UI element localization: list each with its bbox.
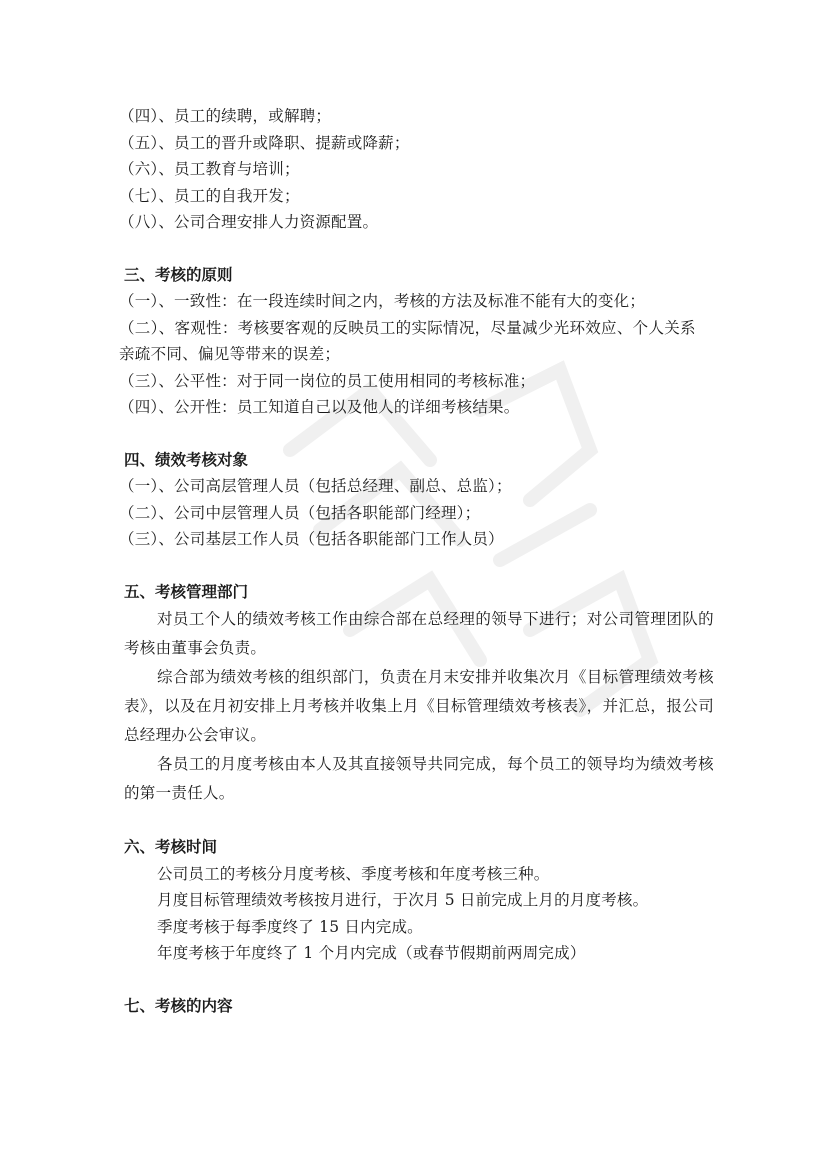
paragraph: 综合部为绩效考核的组织部门，负责在月末安排并收集次月《目标管理绩效考核表》，以及在月初安排上月考核并收集上月《目标管理绩效考核表》，并汇总，报公司总经理办公会审议。	[124, 668, 714, 744]
section-timing	[124, 834, 714, 967]
list-item: （一）、公司高层管理人员（包括总经理、副总、总监）；	[119, 477, 512, 495]
section-heading: 四、绩效考核对象	[124, 450, 249, 469]
paragraph: 各员工的月度考核由本人及其直接领导共同完成，每个员工的领导均为绩效考核的第一责任人。	[124, 755, 714, 802]
list-item: （一）、一致性：在一段连续时间之内，考核的方法及标准不能有大的变化；	[119, 292, 646, 310]
section-gap	[124, 236, 714, 262]
section-gap	[124, 808, 714, 834]
section-department	[124, 579, 714, 809]
section-targets	[119, 447, 714, 553]
section-heading: 五、考核管理部门	[124, 582, 249, 601]
paragraph-line: 月度目标管理绩效考核按月进行，于次月 5 日前完成上月的月度考核。	[157, 891, 649, 909]
section-heading: 六、考核时间	[124, 838, 218, 856]
section-heading: 三、考核的原则	[124, 265, 233, 284]
section-gap	[124, 553, 714, 579]
list-item: （四）、公开性：员工知道自己以及他人的详细考核结果。	[119, 398, 520, 416]
paragraph-line: 公司员工的考核分月度考核、季度考核和年度考核三种。	[157, 864, 550, 883]
list-item: （三）、公司基层工作人员（包括各职能部门工作人员）	[119, 530, 504, 548]
paragraph-line: 季度考核于每季度终了 15 日内完成。	[157, 917, 423, 936]
section-heading: 七、考核的内容	[124, 996, 233, 1015]
list-item: （四）、员工的续聘，或解聘；	[119, 107, 332, 125]
list-item: （三）、公平性：对于同一岗位的员工使用相同的考核标准；	[119, 371, 536, 390]
section-gap	[124, 967, 714, 993]
list-item: （七）、员工的自我开发；	[119, 186, 300, 205]
list-item: （二）、客观性：考核要客观的反映员工的实际情况，尽量减少光环效应、个人关系亲疏不同、偏见等带来的误差；	[119, 318, 696, 363]
list-item: （五）、员工的晋升或降职、提薪或降薪；	[119, 133, 410, 152]
list-tail	[119, 103, 714, 236]
paragraph: 对员工个人的绩效考核工作由综合部在总经理的领导下进行；对公司管理团队的考核由董事会负责。	[124, 610, 714, 657]
section-content	[124, 993, 714, 1020]
list-item: （八）、公司合理安排人力资源配置。	[119, 213, 379, 231]
document-body	[119, 103, 714, 1019]
list-item: （二）、公司中层管理人员（包括各职能部门经理）；	[119, 503, 481, 522]
section-principles	[119, 262, 714, 421]
paragraph-line: 年度考核于年度终了 1 个月内完成（或春节假期前两周完成）	[157, 944, 586, 962]
list-item: （六）、员工教育与培训；	[119, 160, 300, 178]
section-gap	[124, 421, 714, 447]
